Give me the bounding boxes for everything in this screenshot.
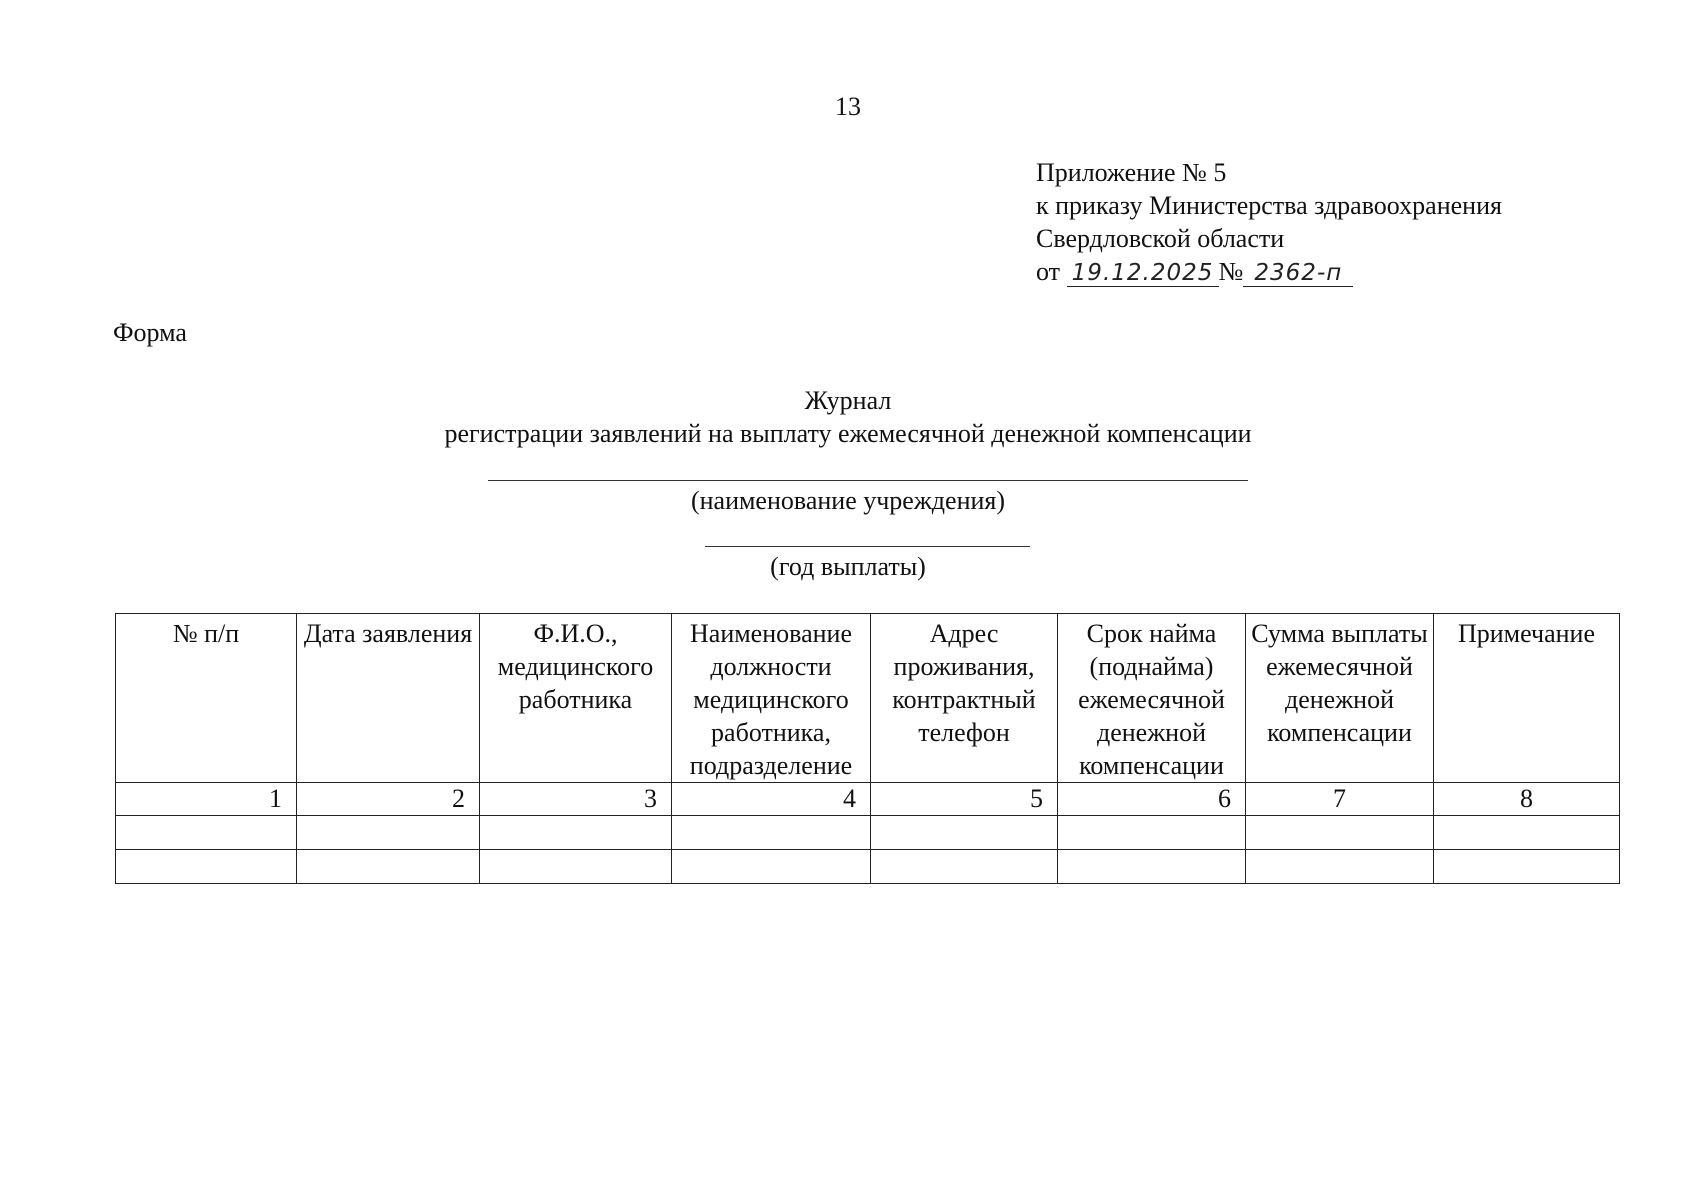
appendix-order-ref: к приказу Министерства здравоохранения — [1036, 191, 1502, 220]
year-caption: (год выплаты) — [770, 552, 926, 581]
table-cell — [672, 816, 871, 850]
table-cell — [116, 850, 297, 884]
column-number: 1 — [116, 783, 297, 816]
col-header-date: Дата заявления — [297, 614, 480, 783]
table-row — [116, 850, 1620, 884]
institution-caption: (наименование учреждения) — [690, 486, 1006, 515]
table-cell — [297, 816, 480, 850]
table-header-row — [116, 614, 1620, 783]
table-row — [116, 816, 1620, 850]
column-number: 4 — [672, 783, 871, 816]
col-header-amount: Сумма выплаты ежемесячной денежной компенсации — [1246, 614, 1434, 783]
table-cell — [1058, 816, 1246, 850]
journal-title-line-2: регистрации заявлений на выплату ежемесячной денежной компенсации — [444, 419, 1252, 448]
form-label: Форма — [113, 318, 187, 347]
table-cell — [1246, 850, 1434, 884]
column-number: 6 — [1058, 783, 1246, 816]
table-cell — [1434, 850, 1620, 884]
appendix-title: Приложение № 5 — [1036, 158, 1227, 187]
handwritten-number: 2362-п — [1243, 260, 1353, 287]
appendix-region: Свердловской области — [1036, 224, 1285, 253]
journal-title — [0, 384, 1696, 450]
column-number: 2 — [297, 783, 480, 816]
table-cell — [116, 816, 297, 850]
column-number-row — [116, 783, 1620, 816]
appendix-block — [1036, 156, 1502, 288]
from-label: от — [1036, 257, 1061, 286]
institution-blank-line — [488, 480, 1248, 481]
column-number: 7 — [1246, 783, 1434, 816]
col-header-note: Примечание — [1434, 614, 1620, 783]
table-cell — [480, 850, 672, 884]
table-cell — [480, 816, 672, 850]
table-cell — [1434, 816, 1620, 850]
journal-title-line-1: Журнал — [804, 386, 892, 415]
col-header-full-name: Ф.И.О., медицинского работника — [480, 614, 672, 783]
col-header-address: Адрес проживания, контрактный телефон — [871, 614, 1058, 783]
page-number: 13 — [835, 92, 861, 121]
column-number: 8 — [1434, 783, 1620, 816]
col-header-number: № п/п — [116, 614, 297, 783]
number-label: № — [1218, 257, 1244, 286]
table-cell — [672, 850, 871, 884]
handwritten-date: 19.12.2025 — [1067, 260, 1219, 287]
column-number: 3 — [480, 783, 672, 816]
col-header-term: Срок найма (поднайма) ежемесячной денежной компенсации — [1058, 614, 1246, 783]
table-cell — [1058, 850, 1246, 884]
column-number: 5 — [871, 783, 1058, 816]
table-cell — [297, 850, 480, 884]
table-cell — [871, 816, 1058, 850]
col-header-position: Наименование должности медицинского работника, подразделение — [672, 614, 871, 783]
appendix-date-line — [1036, 255, 1502, 288]
year-blank-line — [705, 546, 1030, 547]
table-cell — [871, 850, 1058, 884]
journal-table — [115, 613, 1620, 884]
table-cell — [1246, 816, 1434, 850]
